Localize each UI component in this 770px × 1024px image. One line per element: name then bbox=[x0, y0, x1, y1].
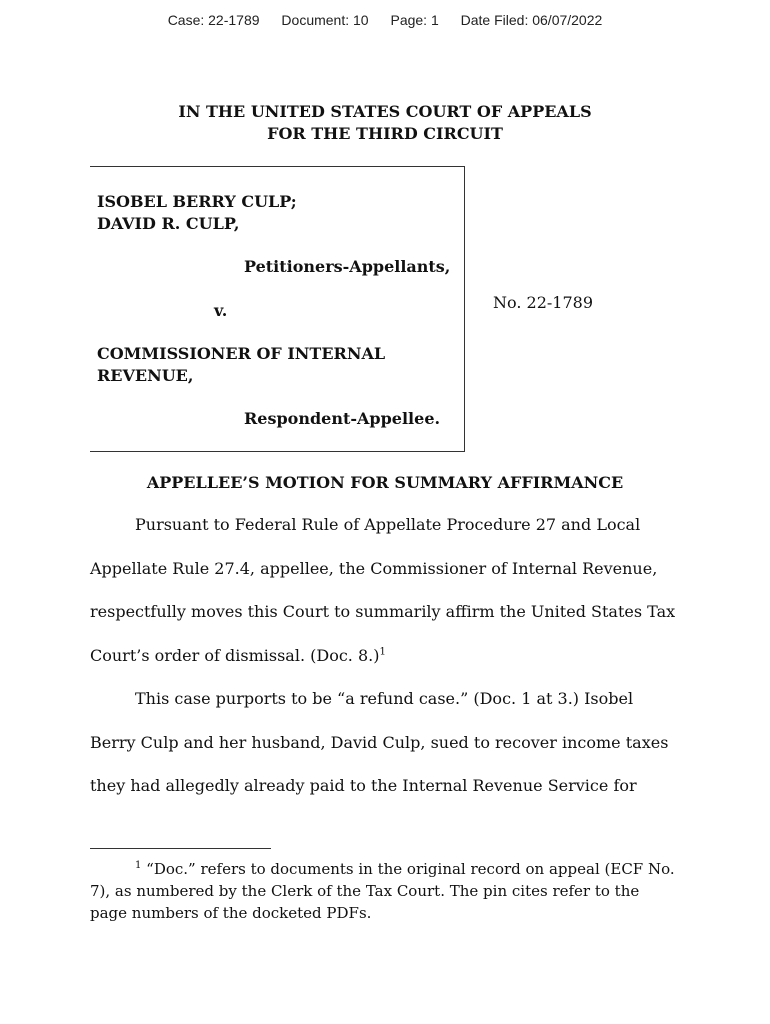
filing-header bbox=[0, 12, 770, 28]
paragraph-1 bbox=[90, 503, 680, 677]
respondent-name-line1: COMMISSIONER OF INTERNAL bbox=[97, 344, 386, 363]
court-heading-line1: IN THE UNITED STATES COURT OF APPEALS bbox=[178, 102, 592, 121]
case-number: No. 22-1789 bbox=[493, 293, 594, 312]
paragraph-1-text: Pursuant to Federal Rule of Appellate Procedure 27 and Local Appellate Rule 27.4, appellee, the Commissioner of Internal Revenue, respectfully moves this Court to summarily affirm the United States Tax Court’s order of dismissal. (Doc. 8.) bbox=[90, 515, 676, 665]
header-date-filed: Date Filed: 06/07/2022 bbox=[460, 12, 603, 28]
paragraph-2 bbox=[90, 677, 680, 808]
footnote-marker: 1 bbox=[135, 860, 142, 871]
paragraph-2-text: This case purports to be “a refund case.” (Doc. 1 at 3.) Isobel Berry Culp and her husband, David Culp, sued to recover income taxes they had allegedly already paid to the Internal Revenue Service for bbox=[90, 689, 669, 795]
petitioner-name-1: ISOBEL BERRY CULP; bbox=[97, 192, 297, 211]
header-page: Page: 1 bbox=[390, 12, 439, 28]
footnote-reference[interactable]: 1 bbox=[379, 646, 386, 658]
header-document: Document: 10 bbox=[281, 12, 369, 28]
court-heading-line2: FOR THE THIRD CIRCUIT bbox=[267, 124, 503, 143]
motion-title: APPELLEE’S MOTION FOR SUMMARY AFFIRMANCE bbox=[146, 473, 624, 492]
footnote bbox=[90, 858, 680, 924]
respondent-name-line2: REVENUE, bbox=[97, 366, 194, 385]
header-case: Case: 22-1789 bbox=[167, 12, 260, 28]
versus-label: v. bbox=[214, 301, 228, 320]
petitioner-role: Petitioners-Appellants, bbox=[244, 257, 451, 276]
footnote-text: “Doc.” refers to documents in the original record on appeal (ECF No. 7), as numbered by the Clerk of the Tax Court. The pin cites refer to the page numbers of the docketed PDFs. bbox=[90, 860, 675, 922]
respondent-role: Respondent-Appellee. bbox=[244, 409, 441, 428]
petitioners-names bbox=[97, 191, 297, 235]
court-heading bbox=[0, 101, 770, 145]
case-caption-box bbox=[90, 166, 465, 452]
footnote-divider bbox=[90, 848, 271, 849]
respondent-name bbox=[97, 343, 385, 387]
petitioner-name-2: DAVID R. CULP, bbox=[97, 214, 240, 233]
